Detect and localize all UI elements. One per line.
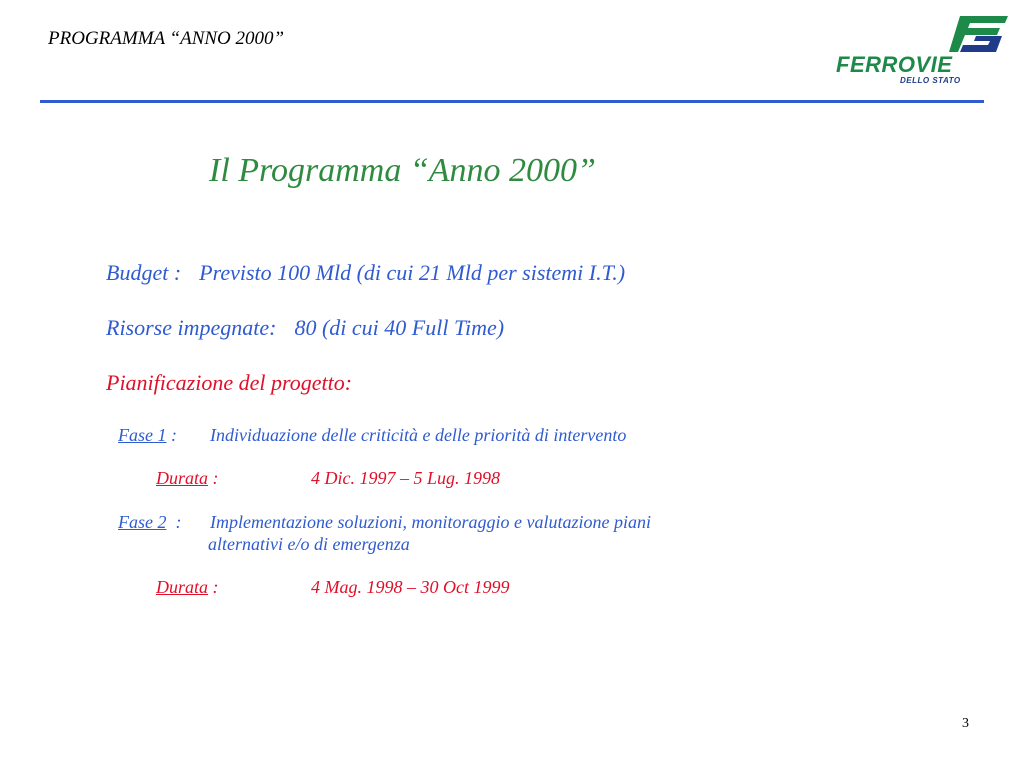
risorse-label: Risorse impegnate: [106,315,277,340]
phase-2-duration-label [156,577,219,598]
phase-1-description: Individuazione delle criticità e delle priorità di intervento [210,425,627,445]
phase-2-description-line-2: alternativi e/o di emergenza [208,534,410,554]
phase-2-duration-name: Durata [156,577,209,597]
phase-2-label [118,512,182,533]
header-rule [40,100,984,103]
budget-line [106,260,625,286]
budget-label: Budget : [106,260,182,285]
phase-2-description-line-1: Implementazione soluzioni, monitoraggio e valutazione piani [210,512,651,532]
phase-2-name: Fase 2 [118,512,167,532]
pianificazione-heading: Pianificazione del progetto: [106,370,353,395]
slide-title: Il Programma “Anno 2000” [209,152,596,189]
phase-1-label [118,425,177,446]
phase-2-duration-sep: : [208,577,219,597]
budget-value: Previsto 100 Mld (di cui 21 Mld per sistemi I.T.) [199,260,626,285]
risorse-line [106,315,504,341]
phase-1-sep: : [166,425,177,445]
header-title: PROGRAMMA “ANNO 2000” [48,28,285,49]
phase-1-duration-name: Durata [156,468,209,488]
phase-2-sep: : [166,512,182,532]
phase-1-duration-sep: : [208,468,219,488]
risorse-value: 80 (di cui 40 Full Time) [294,315,505,340]
phase-1-duration-label [156,468,219,489]
logo [836,14,1008,84]
phase-1-duration-value: 4 Dic. 1997 – 5 Lug. 1998 [311,468,500,488]
logo-sub: DELLO STATO [900,76,961,85]
phase-2-duration-value: 4 Mag. 1998 – 30 Oct 1999 [311,577,510,597]
logo-name: FERROVIE [836,52,953,77]
page-number: 3 [962,716,969,731]
fs-logo-icon [946,14,1008,54]
phase-1-name: Fase 1 [118,425,167,445]
